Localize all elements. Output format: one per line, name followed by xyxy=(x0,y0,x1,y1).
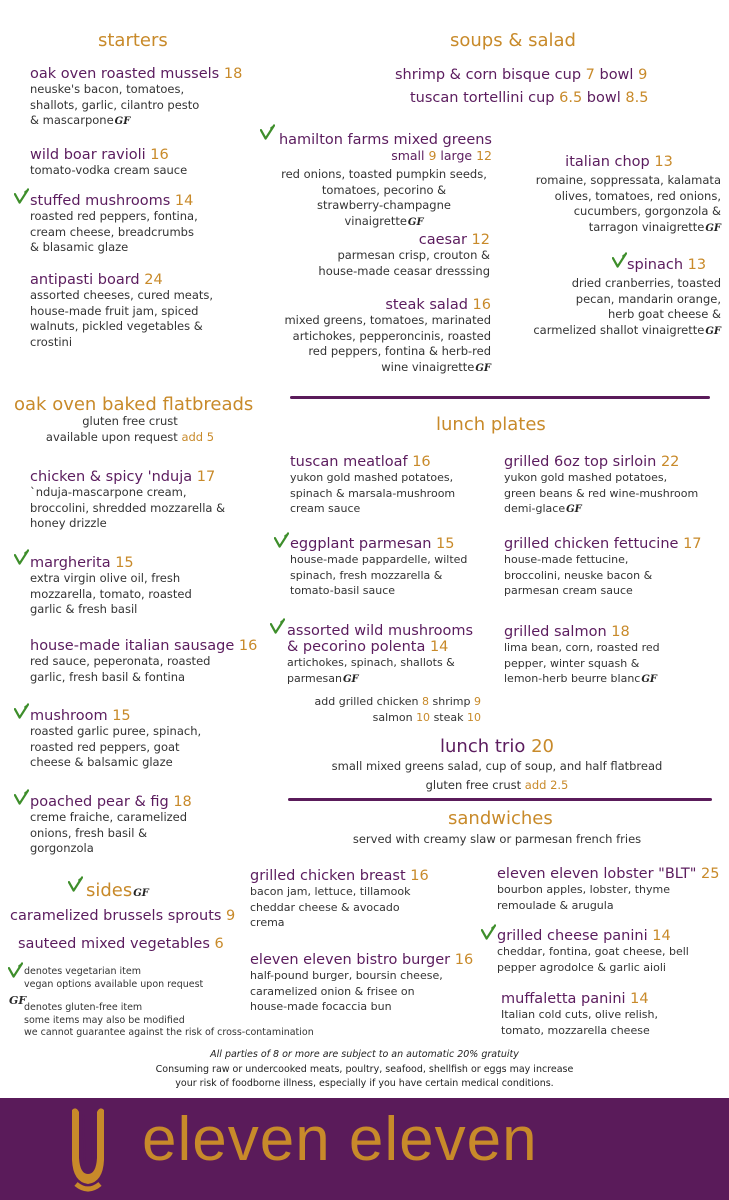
item-name: margherita xyxy=(30,555,111,571)
flatbread-note xyxy=(14,414,246,445)
item-desc: spinach & marsala-mushroom xyxy=(290,486,456,500)
item-desc: yukon gold mashed potatoes, xyxy=(504,471,668,484)
item-desc: tarragon vinaigrette xyxy=(588,219,705,234)
item-desc: herb goat cheese & xyxy=(607,307,721,321)
sandwiches-subtitle: served with creamy slaw or parmesan french fries xyxy=(352,832,642,846)
item-price: 16 xyxy=(410,868,429,884)
item-desc: cheddar, fontina, goat cheese, bell xyxy=(497,945,689,958)
item-desc: cream sauce xyxy=(290,502,361,515)
menu-item-spinach xyxy=(627,257,706,273)
spinach-desc xyxy=(533,276,721,339)
addon-price: 8 xyxy=(422,695,430,708)
gluten-free-icon: GF xyxy=(641,674,657,685)
item-desc: neuske's bacon, tomatoes, xyxy=(30,82,185,96)
menu-item-mixed-greens xyxy=(279,132,492,163)
item-name: grilled chicken fettucine xyxy=(504,536,679,552)
polenta-addons xyxy=(315,694,481,725)
item-desc: romaine, soppressata, kalamata xyxy=(535,173,721,187)
item-desc: caramelized onion & frisee on xyxy=(250,984,415,998)
menu-item-eggplant xyxy=(290,536,467,599)
item-desc: small mixed greens salad, cup of soup, and half flatbread xyxy=(331,759,663,773)
sides-heading xyxy=(86,880,149,901)
item-desc: red sauce, peperonata, roasted xyxy=(30,654,211,668)
item-desc: dried cranberries, toasted xyxy=(571,276,721,290)
item-name: assorted wild mushrooms xyxy=(287,623,474,639)
gratuity-notice: All parties of 8 or more are subject to an automatic 20% gratuity xyxy=(210,1049,519,1060)
item-desc: honey drizzle xyxy=(30,516,107,530)
item-price: 18 xyxy=(173,794,192,810)
item-desc: pepper agrodolce & garlic aioli xyxy=(497,960,666,974)
section-divider xyxy=(290,396,710,399)
flatbread-note-line: available upon request xyxy=(45,429,178,444)
gluten-free-icon: GF xyxy=(342,673,359,685)
item-desc: red peppers, fontina & herb-red xyxy=(308,344,491,358)
section-divider xyxy=(288,798,712,801)
menu-item-chicken-nduja xyxy=(30,469,225,532)
legend-line: vegan options available upon request xyxy=(24,978,204,990)
menu-item-salmon xyxy=(504,624,660,688)
menu-item-pear-fig xyxy=(30,794,192,857)
item-name: stuffed mushrooms xyxy=(30,193,171,209)
addon-name: steak xyxy=(433,710,464,724)
item-price: 8.5 xyxy=(625,90,649,106)
item-name: grilled salmon xyxy=(504,624,607,640)
item-desc: bacon jam, lettuce, tillamook xyxy=(250,885,411,898)
menu-item-lobster-blt xyxy=(497,866,719,913)
menu-item-mussels xyxy=(30,66,242,130)
item-name: steak salad xyxy=(385,297,468,313)
item-price: 15 xyxy=(436,536,455,552)
item-name: eggplant parmesan xyxy=(290,536,432,552)
item-desc: roasted red peppers, fontina, xyxy=(30,209,198,223)
item-name: caesar xyxy=(418,232,467,248)
item-desc: tomatoes, pecorino & xyxy=(321,182,447,197)
item-desc: gluten free crust xyxy=(425,778,522,792)
item-name: grilled 6oz top sirloin xyxy=(504,454,657,470)
item-desc: pepper, winter squash & xyxy=(504,656,640,670)
item-desc: roasted red peppers, goat xyxy=(30,739,180,754)
size-label: large xyxy=(440,148,473,163)
item-desc: wine vinaigrette xyxy=(381,359,475,374)
gluten-free-icon: GF xyxy=(114,116,131,127)
menu-item-bistro-burger xyxy=(250,952,473,1015)
item-price: 17 xyxy=(196,469,216,485)
item-desc: artichokes, spinach, shallots & xyxy=(287,656,455,669)
menu-item-sirloin xyxy=(504,454,698,518)
size-label: cup xyxy=(554,67,582,83)
vegetarian-icon xyxy=(612,252,627,268)
item-price: 14 xyxy=(630,991,649,1007)
item-desc: pecan, mandarin orange, xyxy=(575,291,721,306)
health-warning: your risk of foodborne illness, especially if you have certain medical conditions. xyxy=(175,1078,554,1089)
item-price: 14 xyxy=(174,193,194,209)
item-price: add 2.5 xyxy=(524,778,569,792)
addon-name: shrimp xyxy=(432,695,471,708)
item-price: 18 xyxy=(223,66,243,82)
vegetarian-icon xyxy=(68,876,83,892)
item-desc: walnuts, pickled vegetables & xyxy=(30,319,203,333)
item-desc: tomato-vodka cream sauce xyxy=(30,163,188,177)
item-price: 25 xyxy=(701,866,720,882)
disclaimer xyxy=(0,1048,729,1092)
item-desc: house-made ceasar dresssing xyxy=(318,263,490,278)
flatbreads-heading: oak oven baked flatbreads xyxy=(14,394,254,415)
italian-chop-desc xyxy=(536,173,721,236)
item-name: italian chop xyxy=(565,154,650,170)
legend-line: some items may also be modified xyxy=(24,1014,185,1026)
item-price: 18 xyxy=(611,624,630,640)
item-desc: mozzarella, tomato, roasted xyxy=(30,586,192,601)
item-name: eleven eleven lobster "BLT" xyxy=(497,866,697,882)
menu-item-margherita xyxy=(30,555,192,618)
item-price: 12 xyxy=(471,232,490,248)
vegetarian-legend xyxy=(24,966,203,991)
menu-item-brussels xyxy=(10,908,235,924)
size-label: bowl xyxy=(586,90,621,106)
item-desc: gorgonzola xyxy=(30,841,94,855)
legend-line: denotes gluten-free item xyxy=(24,1002,143,1013)
item-price: 14 xyxy=(429,639,449,655)
item-desc: artichokes, pepperoncinis, roasted xyxy=(292,328,491,343)
item-desc: creme fraiche, caramelized xyxy=(30,810,188,824)
brand-name: eleven eleven xyxy=(142,1105,538,1174)
menu-item-italian-chop xyxy=(518,154,720,170)
item-price: 9 xyxy=(638,67,648,83)
item-price: 9 xyxy=(226,908,236,924)
vegetarian-icon xyxy=(260,124,275,140)
item-name: mushroom xyxy=(30,708,108,724)
item-desc: mixed greens, tomatoes, marinated xyxy=(284,313,491,327)
sandwiches-heading: sandwiches xyxy=(448,808,553,829)
footer-banner xyxy=(0,1098,729,1200)
item-desc: cream cheese, breadcrumbs xyxy=(30,224,194,239)
item-desc: garlic & fresh basil xyxy=(30,602,138,616)
item-desc: crostini xyxy=(30,334,73,349)
item-desc: spinach, fresh mozzarella & xyxy=(290,568,443,582)
vegetarian-icon xyxy=(14,703,29,719)
menu-item-bisque xyxy=(395,67,647,83)
menu-item-stuffed-mushrooms xyxy=(30,193,198,256)
item-desc: roasted garlic puree, spinach, xyxy=(30,724,202,738)
item-desc: garlic, fresh basil & fontina xyxy=(30,669,186,684)
vegetarian-icon xyxy=(274,532,289,548)
menu-item-mushroom xyxy=(30,708,201,771)
gluten-free-icon: GF xyxy=(566,504,582,515)
item-price: 12 xyxy=(476,148,492,163)
mixed-greens-desc xyxy=(276,167,492,230)
item-desc: green beans & red wine-mushroom xyxy=(504,486,699,500)
legend-line: we cannot guarantee against the risk of cross-contamination xyxy=(24,1027,314,1038)
menu-item-antipasti xyxy=(30,272,213,350)
size-label: bowl xyxy=(599,67,634,83)
item-price: 16 xyxy=(238,638,258,654)
item-desc: carmelized shallot vinaigrette xyxy=(533,322,705,337)
item-desc: parmesan xyxy=(287,671,342,685)
item-desc: house-made fruit jam, spiced xyxy=(30,303,199,318)
item-name: antipasti board xyxy=(30,272,140,288)
addon-price: 10 xyxy=(416,710,431,724)
item-name: caramelized brussels sprouts xyxy=(10,908,222,924)
item-desc: lima bean, corn, roasted red xyxy=(504,641,660,654)
item-desc: tomato, mozzarella cheese xyxy=(501,1023,650,1037)
size-label: cup xyxy=(528,90,555,106)
item-name: sauteed mixed vegetables xyxy=(18,936,210,952)
item-price: 6.5 xyxy=(559,90,583,106)
item-price: 16 xyxy=(472,297,491,313)
gluten-free-icon: GF xyxy=(9,994,27,1007)
item-name: tuscan meatloaf xyxy=(290,454,408,470)
item-desc: house-made focaccia bun xyxy=(250,1000,392,1013)
item-desc: cheese & balsamic glaze xyxy=(30,755,173,769)
item-name: spinach xyxy=(627,257,684,273)
item-desc: extra virgin olive oil, fresh xyxy=(30,571,181,585)
item-price: 16 xyxy=(412,454,431,470)
item-desc: & mascarpone xyxy=(30,113,114,127)
item-price: 24 xyxy=(144,272,163,288)
item-name: grilled cheese panini xyxy=(497,928,648,944)
item-name: & pecorino polenta xyxy=(287,639,426,655)
vegetarian-icon xyxy=(14,549,29,565)
item-price: 7 xyxy=(585,67,595,83)
item-desc: crema xyxy=(250,916,285,929)
gluten-free-icon: GF xyxy=(475,362,491,374)
gluten-free-icon: GF xyxy=(705,222,721,234)
item-desc: demi-glace xyxy=(504,502,566,515)
menu-item-italian-sausage xyxy=(30,638,257,685)
item-price: 20 xyxy=(531,736,554,757)
item-desc: bourbon apples, lobster, thyme xyxy=(497,883,671,896)
menu-item-ravioli xyxy=(30,147,187,179)
item-desc: house-made pappardelle, wilted xyxy=(290,553,468,566)
item-desc: `nduja-mascarpone cream, xyxy=(30,485,187,499)
menu-item-fettucine xyxy=(504,536,702,599)
item-desc: broccolini, shredded mozzarella & xyxy=(30,500,226,515)
item-price: 16 xyxy=(454,952,474,968)
item-price: 16 xyxy=(150,147,169,163)
vegetarian-icon xyxy=(481,924,496,940)
item-price: 13 xyxy=(687,257,707,273)
size-label: small xyxy=(391,148,425,163)
item-desc: cucumbers, gorgonzola & xyxy=(573,204,721,218)
item-price: 6 xyxy=(214,936,224,952)
item-name: poached pear & fig xyxy=(30,794,169,810)
item-price: 17 xyxy=(683,536,702,552)
item-price: 14 xyxy=(652,928,671,944)
menu-item-muffaletta xyxy=(501,991,658,1038)
soups-salad-heading: soups & salad xyxy=(450,30,576,51)
item-desc: half-pound burger, boursin cheese, xyxy=(250,969,443,982)
menu-item-caesar xyxy=(318,232,490,279)
menu-item-grilled-cheese xyxy=(497,928,689,975)
vegetarian-icon xyxy=(14,789,29,805)
flatbread-note-price: add 5 xyxy=(181,429,215,444)
item-price: 15 xyxy=(112,708,131,724)
brand-logo-icon xyxy=(66,1104,110,1196)
starters-heading: starters xyxy=(98,30,168,51)
item-name: shrimp & corn bisque xyxy=(395,67,551,83)
flatbread-note-line: gluten free crust xyxy=(82,414,178,428)
item-desc: red onions, toasted pumpkin seeds, xyxy=(281,167,487,181)
menu-item-chicken-breast xyxy=(250,868,429,931)
item-name: chicken & spicy 'nduja xyxy=(30,469,193,485)
menu-item-mixed-vegetables xyxy=(18,936,224,952)
item-price: 15 xyxy=(115,555,134,571)
item-price: 22 xyxy=(660,454,680,470)
lunch-plates-heading: lunch plates xyxy=(436,414,546,435)
item-desc: tomato-basil sauce xyxy=(290,584,396,597)
item-name: eleven eleven bistro burger xyxy=(250,952,451,968)
item-desc: lemon-herb beurre blanc xyxy=(504,672,641,685)
item-desc: Italian cold cuts, olive relish, xyxy=(501,1008,658,1021)
item-desc: olives, tomatoes, red onions, xyxy=(554,188,721,203)
gluten-free-icon: GF xyxy=(133,888,149,899)
menu-item-tortellini xyxy=(410,90,648,106)
item-desc: house-made fettucine, xyxy=(504,553,629,566)
item-desc: strawberry-champagne vinaigrette xyxy=(317,198,451,228)
item-desc: shallots, garlic, cilantro pesto xyxy=(30,97,200,112)
addon-name: add grilled chicken xyxy=(314,695,419,708)
item-name: grilled chicken breast xyxy=(250,868,406,884)
item-desc: remoulade & arugula xyxy=(497,898,614,912)
item-desc: cheddar cheese & avocado xyxy=(250,900,400,914)
item-price: 9 xyxy=(428,148,437,163)
vegetarian-icon xyxy=(14,188,29,204)
gluten-free-icon: GF xyxy=(705,325,721,337)
menu-item-meatloaf xyxy=(290,454,455,517)
item-desc: onions, fresh basil & xyxy=(30,825,148,840)
menu-item-steak-salad xyxy=(284,297,491,376)
item-name: hamilton farms mixed greens xyxy=(278,132,492,148)
item-name: muffaletta panini xyxy=(501,991,626,1007)
health-warning: Consuming raw or undercooked meats, poultry, seafood, shellfish or eggs may increase xyxy=(155,1063,574,1075)
item-name: house-made italian sausage xyxy=(30,638,235,654)
item-desc: yukon gold mashed potatoes, xyxy=(290,471,454,484)
vegetarian-icon xyxy=(270,618,285,634)
vegetarian-icon xyxy=(8,962,23,978)
gluten-free-icon: GF xyxy=(407,216,424,228)
menu-item-polenta xyxy=(287,623,473,687)
addon-name: salmon xyxy=(372,710,413,724)
item-desc: parmesan crisp, crouton & xyxy=(337,248,490,262)
addon-price: 9 xyxy=(474,695,481,708)
item-desc: parmesan cream sauce xyxy=(504,584,633,597)
item-name: lunch trio xyxy=(440,736,526,757)
addon-price: 10 xyxy=(467,710,481,724)
sides-title: sides xyxy=(86,880,133,901)
item-price: 13 xyxy=(654,154,673,170)
item-name: oak oven roasted mussels xyxy=(30,66,220,82)
item-name: tuscan tortellini xyxy=(410,90,524,106)
lunch-trio xyxy=(272,736,722,795)
item-name: wild boar ravioli xyxy=(30,147,146,163)
item-desc: & blasamic glaze xyxy=(30,240,129,254)
item-desc: broccolini, neuske bacon & xyxy=(504,568,653,582)
item-desc: assorted cheeses, cured meats, xyxy=(30,288,214,302)
legend-line: denotes vegetarian item xyxy=(24,966,142,977)
